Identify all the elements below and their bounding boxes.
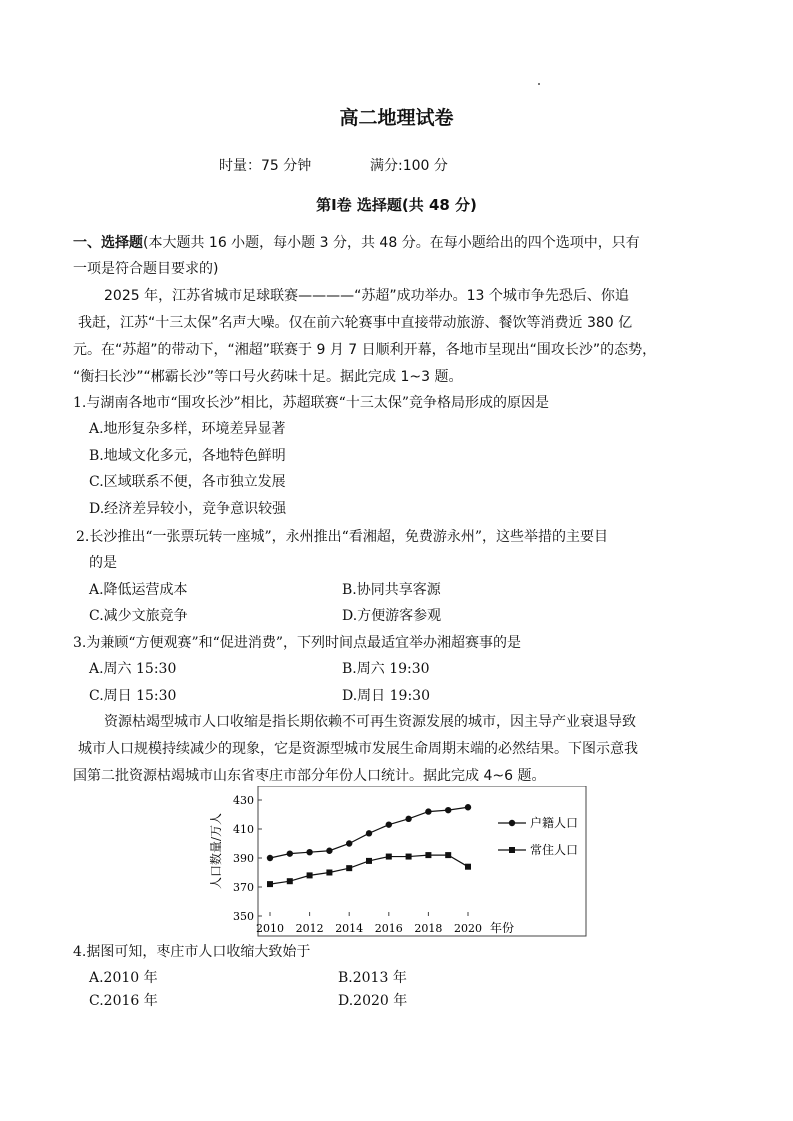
data-point-household xyxy=(326,848,332,854)
x-tick-label: 2016 xyxy=(374,922,403,935)
data-point-household xyxy=(366,830,372,836)
question-2-stem-cont: 的是 xyxy=(89,555,117,571)
data-point-household xyxy=(445,807,451,813)
x-tick-label: 2020 xyxy=(454,922,482,935)
x-tick-label: 2018 xyxy=(414,922,443,935)
data-point-resident xyxy=(326,870,332,876)
data-point-household xyxy=(465,804,471,810)
question-2-option: D.方便游客参观 xyxy=(342,608,442,624)
data-point-resident xyxy=(307,872,313,878)
question-4-option: D.2020 年 xyxy=(338,993,408,1009)
data-point-resident xyxy=(425,852,431,858)
question-1-option: A.地形复杂多样，环境差异显著 xyxy=(89,421,286,437)
full-score: 满分:100 分 xyxy=(370,158,448,174)
data-point-household xyxy=(425,808,431,814)
y-tick-label: 390 xyxy=(233,852,254,865)
time-limit: 时量：75 分钟 xyxy=(219,158,312,174)
data-point-resident xyxy=(406,854,412,860)
legend-label-resident: 常住人口 xyxy=(530,843,579,857)
question-1-option: B.地域文化多元，各地特色鲜明 xyxy=(89,448,286,464)
x-axis-label: 年份 xyxy=(490,921,515,935)
legend xyxy=(498,815,578,857)
legend-marker-resident xyxy=(509,847,515,853)
page-title: 高二地理试卷 xyxy=(339,107,454,129)
question-1-stem: 1.与湖南各地市“围攻长沙”相比，苏超联赛“十三太保”竞争格局形成的原因是 xyxy=(73,395,549,411)
data-point-resident xyxy=(366,858,372,864)
passage1-line: “衡扫长沙”“郴霸长沙”等口号火药味十足。据此完成 1~3 题。 xyxy=(73,369,463,385)
chart-border xyxy=(258,786,586,936)
data-point-resident xyxy=(445,852,451,858)
data-point-resident xyxy=(465,864,471,870)
y-tick-label: 430 xyxy=(233,794,254,807)
passage2-line: 国第二批资源枯竭城市山东省枣庄市部分年份人口统计。据此完成 4~6 题。 xyxy=(73,768,546,784)
question-3-option: C.周日 15:30 xyxy=(89,688,177,704)
passage1-line: 元。在“苏超”的带动下，“湘超”联赛于 9 月 7 日顺利开幕，各地市呈现出“围攻长沙”的态势， xyxy=(73,342,657,358)
data-point-household xyxy=(405,816,411,822)
legend-label-household: 户籍人口 xyxy=(530,816,579,830)
data-point-household xyxy=(306,849,312,855)
y-tick-label: 370 xyxy=(233,881,254,894)
x-tick-label: 2010 xyxy=(256,922,284,935)
instructions-line-2: 一项是符合题目要求的) xyxy=(73,261,219,277)
y-axis-label: 人口数量/万人 xyxy=(209,812,223,890)
data-point-resident xyxy=(346,865,352,871)
section-title: 第Ⅰ卷 选择题(共 48 分) xyxy=(316,196,477,214)
passage1-line: 2025 年，江苏省城市足球联赛————“苏超”成功举办。13 个城市争先恐后、你追 xyxy=(104,288,629,304)
y-tick-label: 410 xyxy=(233,823,254,836)
passage1-line: 我赶，江苏“十三太保”名声大噪。仅在前六轮赛事中直接带动旅游、餐饮等消费近 380 亿 xyxy=(78,315,633,331)
x-tick-label: 2014 xyxy=(335,922,364,935)
data-point-resident xyxy=(287,878,293,884)
question-2-option: B.协同共享客源 xyxy=(342,582,441,598)
y-tick-label: 350 xyxy=(233,910,254,923)
instructions-lead: 一、选择题 xyxy=(73,235,143,251)
question-2-stem: 2.长沙推出“一张票玩转一座城”，永州推出“看湘超，免费游永州”，这些举措的主要目 xyxy=(76,529,608,545)
passage2-line: 城市人口规模持续减少的现象，它是资源型城市发展生命周期末端的必然结果。下图示意我 xyxy=(78,741,638,757)
instructions-line-1 xyxy=(73,232,640,252)
data-point-resident xyxy=(267,881,273,887)
data-point-resident xyxy=(386,854,392,860)
population-chart xyxy=(200,786,600,938)
stray-dot xyxy=(538,83,540,85)
data-point-household xyxy=(287,850,293,856)
question-4-stem: 4.据图可知，枣庄市人口收缩大致始于 xyxy=(73,944,311,960)
passage2-line: 资源枯竭型城市人口收缩是指长期依赖不可再生资源发展的城市，因主导产业衰退导致 xyxy=(104,714,636,730)
data-point-household xyxy=(346,840,352,846)
question-2-option: A.降低运营成本 xyxy=(89,582,188,598)
question-4-option: B.2013 年 xyxy=(338,970,407,986)
legend-marker-household xyxy=(509,820,515,826)
question-3-stem: 3.为兼顾“方便观赛”和“促进消费”，下列时间点最适宜举办湘超赛事的是 xyxy=(73,635,521,651)
question-4-option: A.2010 年 xyxy=(89,970,158,986)
question-1-option: C.区域联系不便，各市独立发展 xyxy=(89,474,286,490)
question-2-option: C.减少文旅竞争 xyxy=(89,608,188,624)
instructions-text: (本大题共 16 小题，每小题 3 分，共 48 分。在每小题给出的四个选项中，只有 xyxy=(143,235,640,251)
question-1-option: D.经济差异较小，竞争意识较强 xyxy=(89,501,287,517)
question-3-option: A.周六 15:30 xyxy=(89,661,177,677)
data-point-household xyxy=(267,855,273,861)
question-3-option: D.周日 19:30 xyxy=(342,688,430,704)
question-4-option: C.2016 年 xyxy=(89,993,158,1009)
x-tick-label: 2012 xyxy=(295,922,324,935)
question-3-option: B.周六 19:30 xyxy=(342,661,430,677)
data-point-household xyxy=(386,821,392,827)
